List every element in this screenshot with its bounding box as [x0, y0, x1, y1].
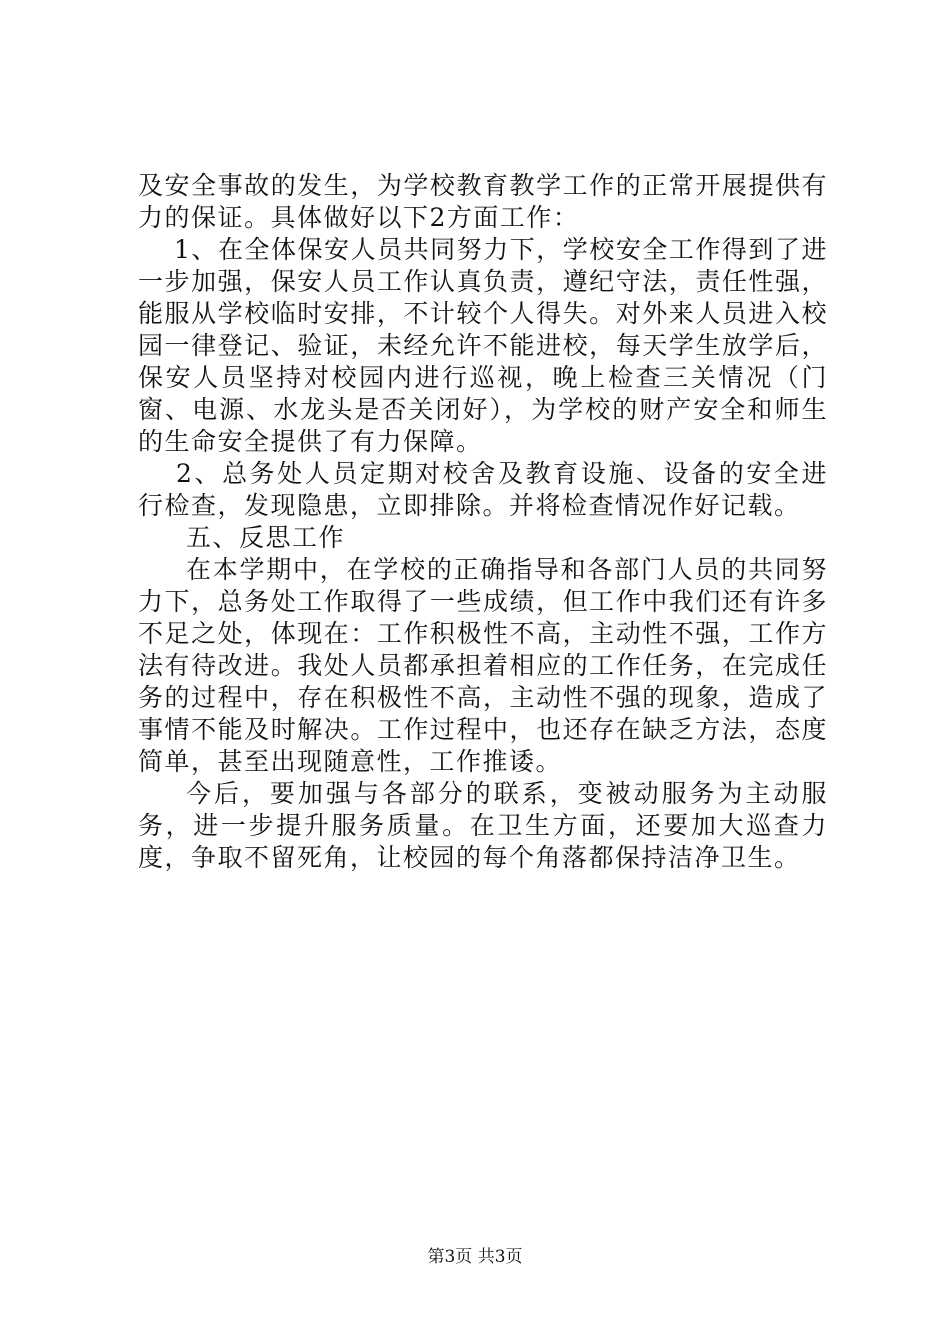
paragraph-continuation: 及安全事故的发生，为学校教育教学工作的正常开展提供有力的保证。具体做好以下2方面工作：: [138, 171, 828, 232]
document-body: [138, 170, 828, 874]
section-heading: 五、反思工作: [186, 523, 346, 552]
paragraph-item-2: 2、总务处人员定期对校舍及教育设施、设备的安全进行检查，发现隐患，立即排除。并将检查情况作好记载。: [138, 459, 828, 520]
paragraph-item-1: 1、在全体保安人员共同努力下，学校安全工作得到了进一步加强，保安人员工作认真负责，遵纪守法，责任性强，能服从学校临时安排，不计较个人得失。对外来人员进入校园一律登记、验证，未经允许不能进校，每天学生放学后，保安人员坚持对校园内进行巡视，晚上检查三关情况（门窗、电源、水龙头是否关闭好），为学校的财产安全和师生的生命安全提供了有力保障。: [138, 235, 828, 456]
paragraph-reflection: 在本学期中，在学校的正确指导和各部门人员的共同努力下，总务处工作取得了一些成绩，但工作中我们还有许多不足之处，体现在：工作积极性不高，主动性不强，工作方法有待改进。我处人员都承担着相应的工作任务，在完成任务的过程中，存在积极性不高，主动性不强的现象，造成了事情不能及时解决。工作过程中，也还存在缺乏方法，态度简单，甚至出现随意性，工作推诿。: [138, 555, 828, 776]
paragraph-future: 今后，要加强与各部分的联系，变被动服务为主动服务，进一步提升服务质量。在卫生方面，还要加大巡查力度，争取不留死角，让校园的每个角落都保持洁净卫生。: [138, 779, 828, 872]
page-footer: 第3页 共3页: [427, 1247, 523, 1267]
